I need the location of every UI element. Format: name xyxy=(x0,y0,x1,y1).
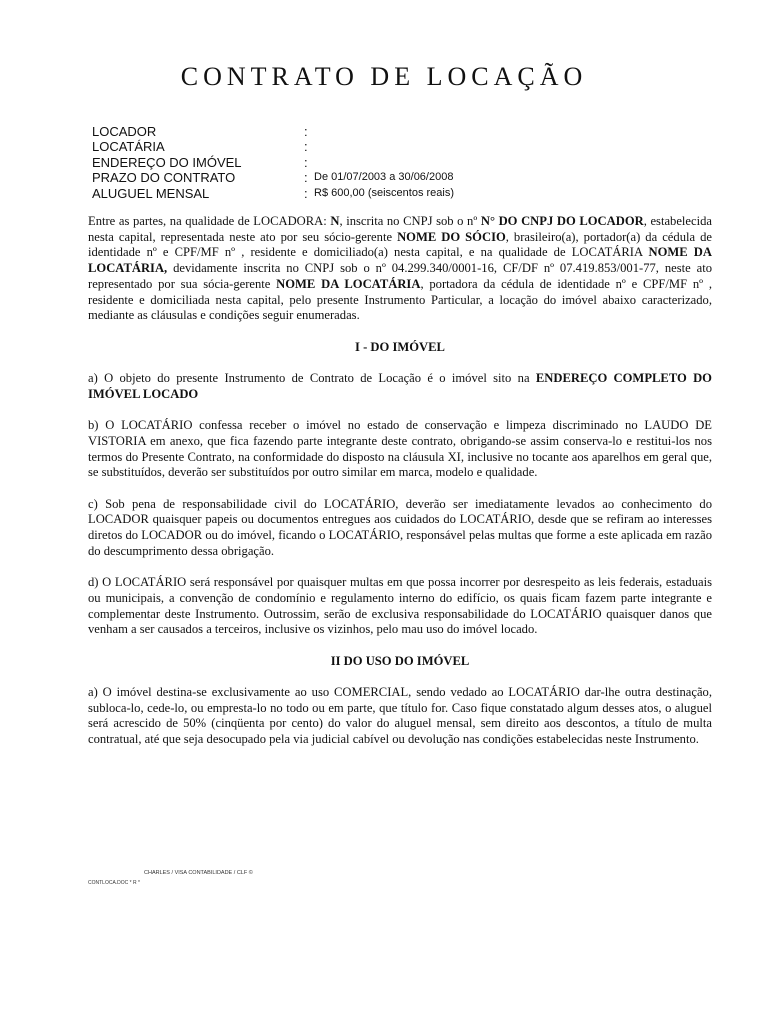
field-row-prazo xyxy=(92,170,592,185)
contract-summary-fields xyxy=(92,124,592,201)
field-row-locataria xyxy=(92,139,592,154)
footer-signature: CHARLES / VISA CONTABILIDADE / CLF © xyxy=(144,870,253,876)
field-row-endereco xyxy=(92,155,592,170)
field-value: R$ 600,00 (seiscentos reais) xyxy=(314,186,455,199)
section-heading-imovel: I - DO IMÓVEL xyxy=(355,339,445,354)
field-row-aluguel xyxy=(92,186,592,201)
clause-2a: a) O imóvel destina-se exclusivamente ao uso COMERCIAL, sendo vedado ao LOCATÁRIO dar-lhe outra destinação, subloca-lo, cede-lo, ou empresta-lo no todo ou em parte, que título for. Caso fique constatado algum desses atos, o aluguel será acrescido de 50% (cinqüenta por cento) do valor do aluguel mensal, sem direito aos descontos, a título de multa contratual, até que seja desocupado pela via judicial cabível ou devolução nas condições estabelecidas neste Instrumento. xyxy=(88,684,712,747)
clause-1b: b) O LOCATÁRIO confessa receber o imóvel no estado de conservação e limpeza discriminado no LAUDO DE VISTORIA em anexo, que fica fazendo parte integrante deste contrato, obrigando-se assim conserva-lo e restitui-los nos termos do Presente Contrato, na conformidade do disposto na cláusula XI, inclusive no tocante aos aparelhos em geral que, se substituídos, deverão ser substituídos por outro similar em marca, modelo e qualidade. xyxy=(88,418,712,480)
field-value: De 01/07/2003 a 30/06/2008 xyxy=(314,171,454,184)
field-row-locador xyxy=(92,124,592,139)
contract-body xyxy=(88,214,712,763)
footer-filename: CONTLOCA.DOC * R * xyxy=(88,880,140,886)
field-label: LOCADOR xyxy=(92,124,157,139)
field-label: PRAZO DO CONTRATO xyxy=(92,170,236,186)
clause-1c: c) Sob pena de responsabilidade civil do LOCATÁRIO, deverão ser imediatamente levados ao conhecimento do LOCADOR quaisquer papeis ou documentos entregues aos cuidados do LOCATÁRIO, desde que se refiram ao interesses diretos do LOCADOR ou do imóvel, ficando o LOCATÁRIO, responsável pelas multas que forme a este aplicada em razão do descumprimento dessa obrigação. xyxy=(88,496,712,558)
field-colon: : xyxy=(304,185,308,201)
contract-title: CONTRATO DE LOCAÇÃO xyxy=(180,62,588,91)
intro-paragraph: Entre as partes, na qualidade de LOCADORA: N, inscrita no CNPJ sob o nº N° DO CNPJ DO LOCADOR, estabelecida nesta capital, representada neste ato por seu sócio-gerente NOME DO SÓCIO, brasileiro(a), portador(a) da cédula de identidade nº e CPF/MF nº , residente e domiciliado(a) nesta capital, e na qualidade de LOCATÁRIA NOME DA LOCATÁRIA, devidamente inscrita no CNPJ sob o nº 04.299.340/0001-16, CF/DF nº 07.419.853/001-77, neste ato representado por sua sócia-gerente NOME DA LOCATÁRIA, portadora da cédula de identidade nº e CPF/MF nº , residente e domiciliada nesta capital, pelo presente Instrumento Particular, a locação do imóvel abaixo caracterizado, mediante as cláusulas e condições seguir enumeradas. xyxy=(88,214,712,323)
field-colon: : xyxy=(304,170,308,186)
clause-1d: d) O LOCATÁRIO será responsável por quaisquer multas em que possa incorrer por desrespeito as leis federais, estaduais ou municipais, a convenção de condomínio e regulamento interno do edifício, os quais ficam fazem parte integrante e complementar deste Instrumento. Outrossim, serão de exclusiva responsabilidade do LOCATÁRIO quaisquer danos que venham a ser causados a terceiros, inclusive os vizinhos, pelo mau uso do imóvel locado. xyxy=(88,575,712,637)
field-colon: : xyxy=(304,154,308,170)
field-label: LOCATÁRIA xyxy=(92,139,165,155)
field-label: ALUGUEL MENSAL xyxy=(92,185,210,201)
section-heading-uso: II DO USO DO IMÓVEL xyxy=(330,653,470,668)
field-colon: : xyxy=(304,139,308,155)
field-colon: : xyxy=(304,124,308,139)
field-label: ENDEREÇO DO IMÓVEL xyxy=(92,154,242,170)
clause-1a: a) O objeto do presente Instrumento de Contrato de Locação é o imóvel sito na ENDEREÇO COMPLETO DO IMÓVEL LOCADO xyxy=(88,371,712,401)
